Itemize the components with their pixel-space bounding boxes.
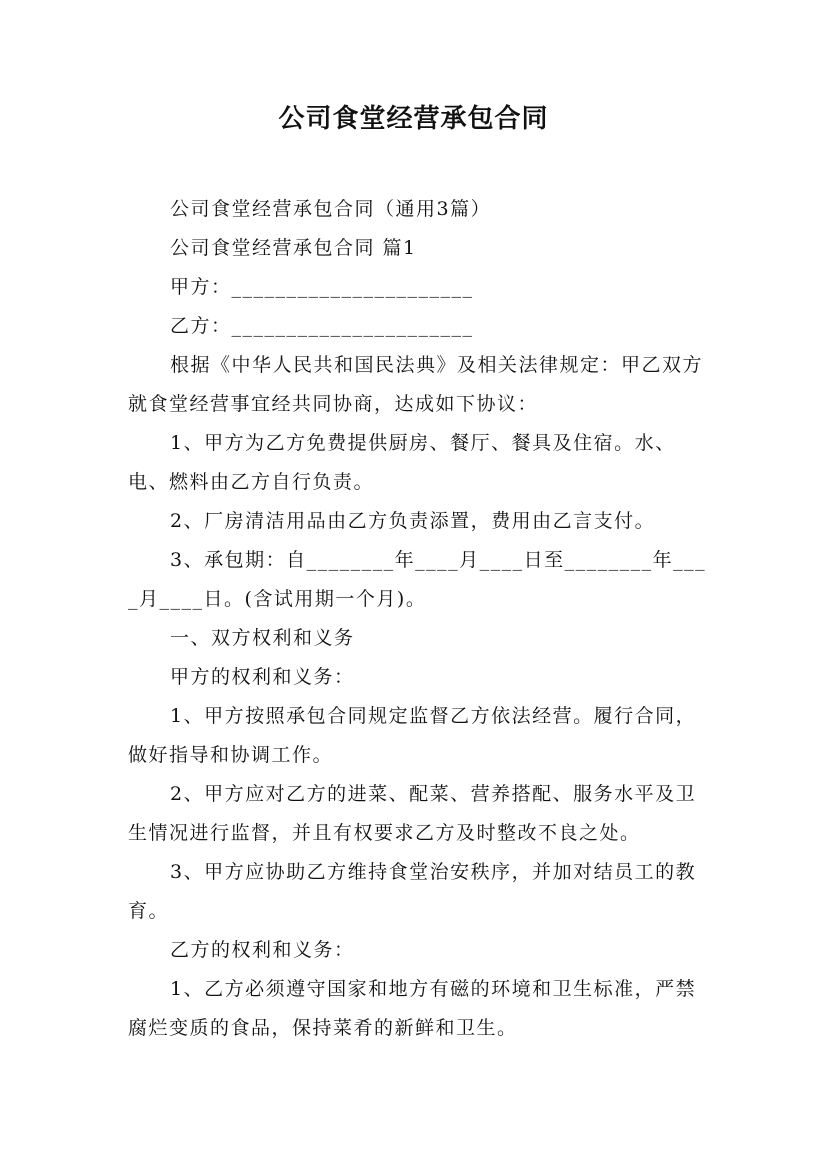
document-body	[128, 190, 708, 1048]
party-b-duties-heading: 乙方的权利和义务：	[170, 939, 355, 961]
clause-1: 1、甲方为乙方免费提供厨房、餐厅、餐具及住宿。水、电、燃料由乙方自行负责。	[128, 432, 676, 493]
paragraph-heading: 公司食堂经营承包合同（通用3篇）	[170, 198, 492, 220]
party-a-duty-3: 3、甲方应协助乙方维持食堂治安秩序，并加对结员工的教育。	[128, 861, 697, 922]
paragraph-section-title: 公司食堂经营承包合同 篇1	[170, 237, 417, 259]
party-a-duties-heading: 甲方的权利和义务：	[170, 666, 355, 688]
party-b-line: 乙方：______________________	[170, 315, 474, 337]
clause-3: 3、承包期：自________年____月____日至________年____月____日。(含试用期一个月)。	[128, 549, 707, 610]
party-a-duty-1: 1、甲方按照承包合同规定监督乙方依法经营。履行合同，做好指导和协调工作。	[128, 705, 697, 766]
party-b-duty-1: 1、乙方必须遵守国家和地方有磁的环境和卫生标准，严禁腐烂变质的食品，保持菜肴的新鲜和卫生。	[128, 978, 697, 1039]
paragraph-preamble: 根据《中华人民共和国民法典》及相关法律规定：甲乙双方就食堂经营事宜经共同协商，达成如下协议：	[128, 354, 704, 415]
section-heading: 一、双方权利和义务	[170, 627, 355, 649]
party-a-duty-2: 2、甲方应对乙方的进菜、配菜、营养搭配、服务水平及卫生情况进行监督，并且有权要求乙方及时整改不良之处。	[128, 783, 697, 844]
clause-2: 2、厂房清洁用品由乙方负责添置，费用由乙言支付。	[170, 510, 656, 532]
party-a-line: 甲方：______________________	[170, 276, 474, 298]
document-title: 公司食堂经营承包合同	[278, 104, 549, 134]
